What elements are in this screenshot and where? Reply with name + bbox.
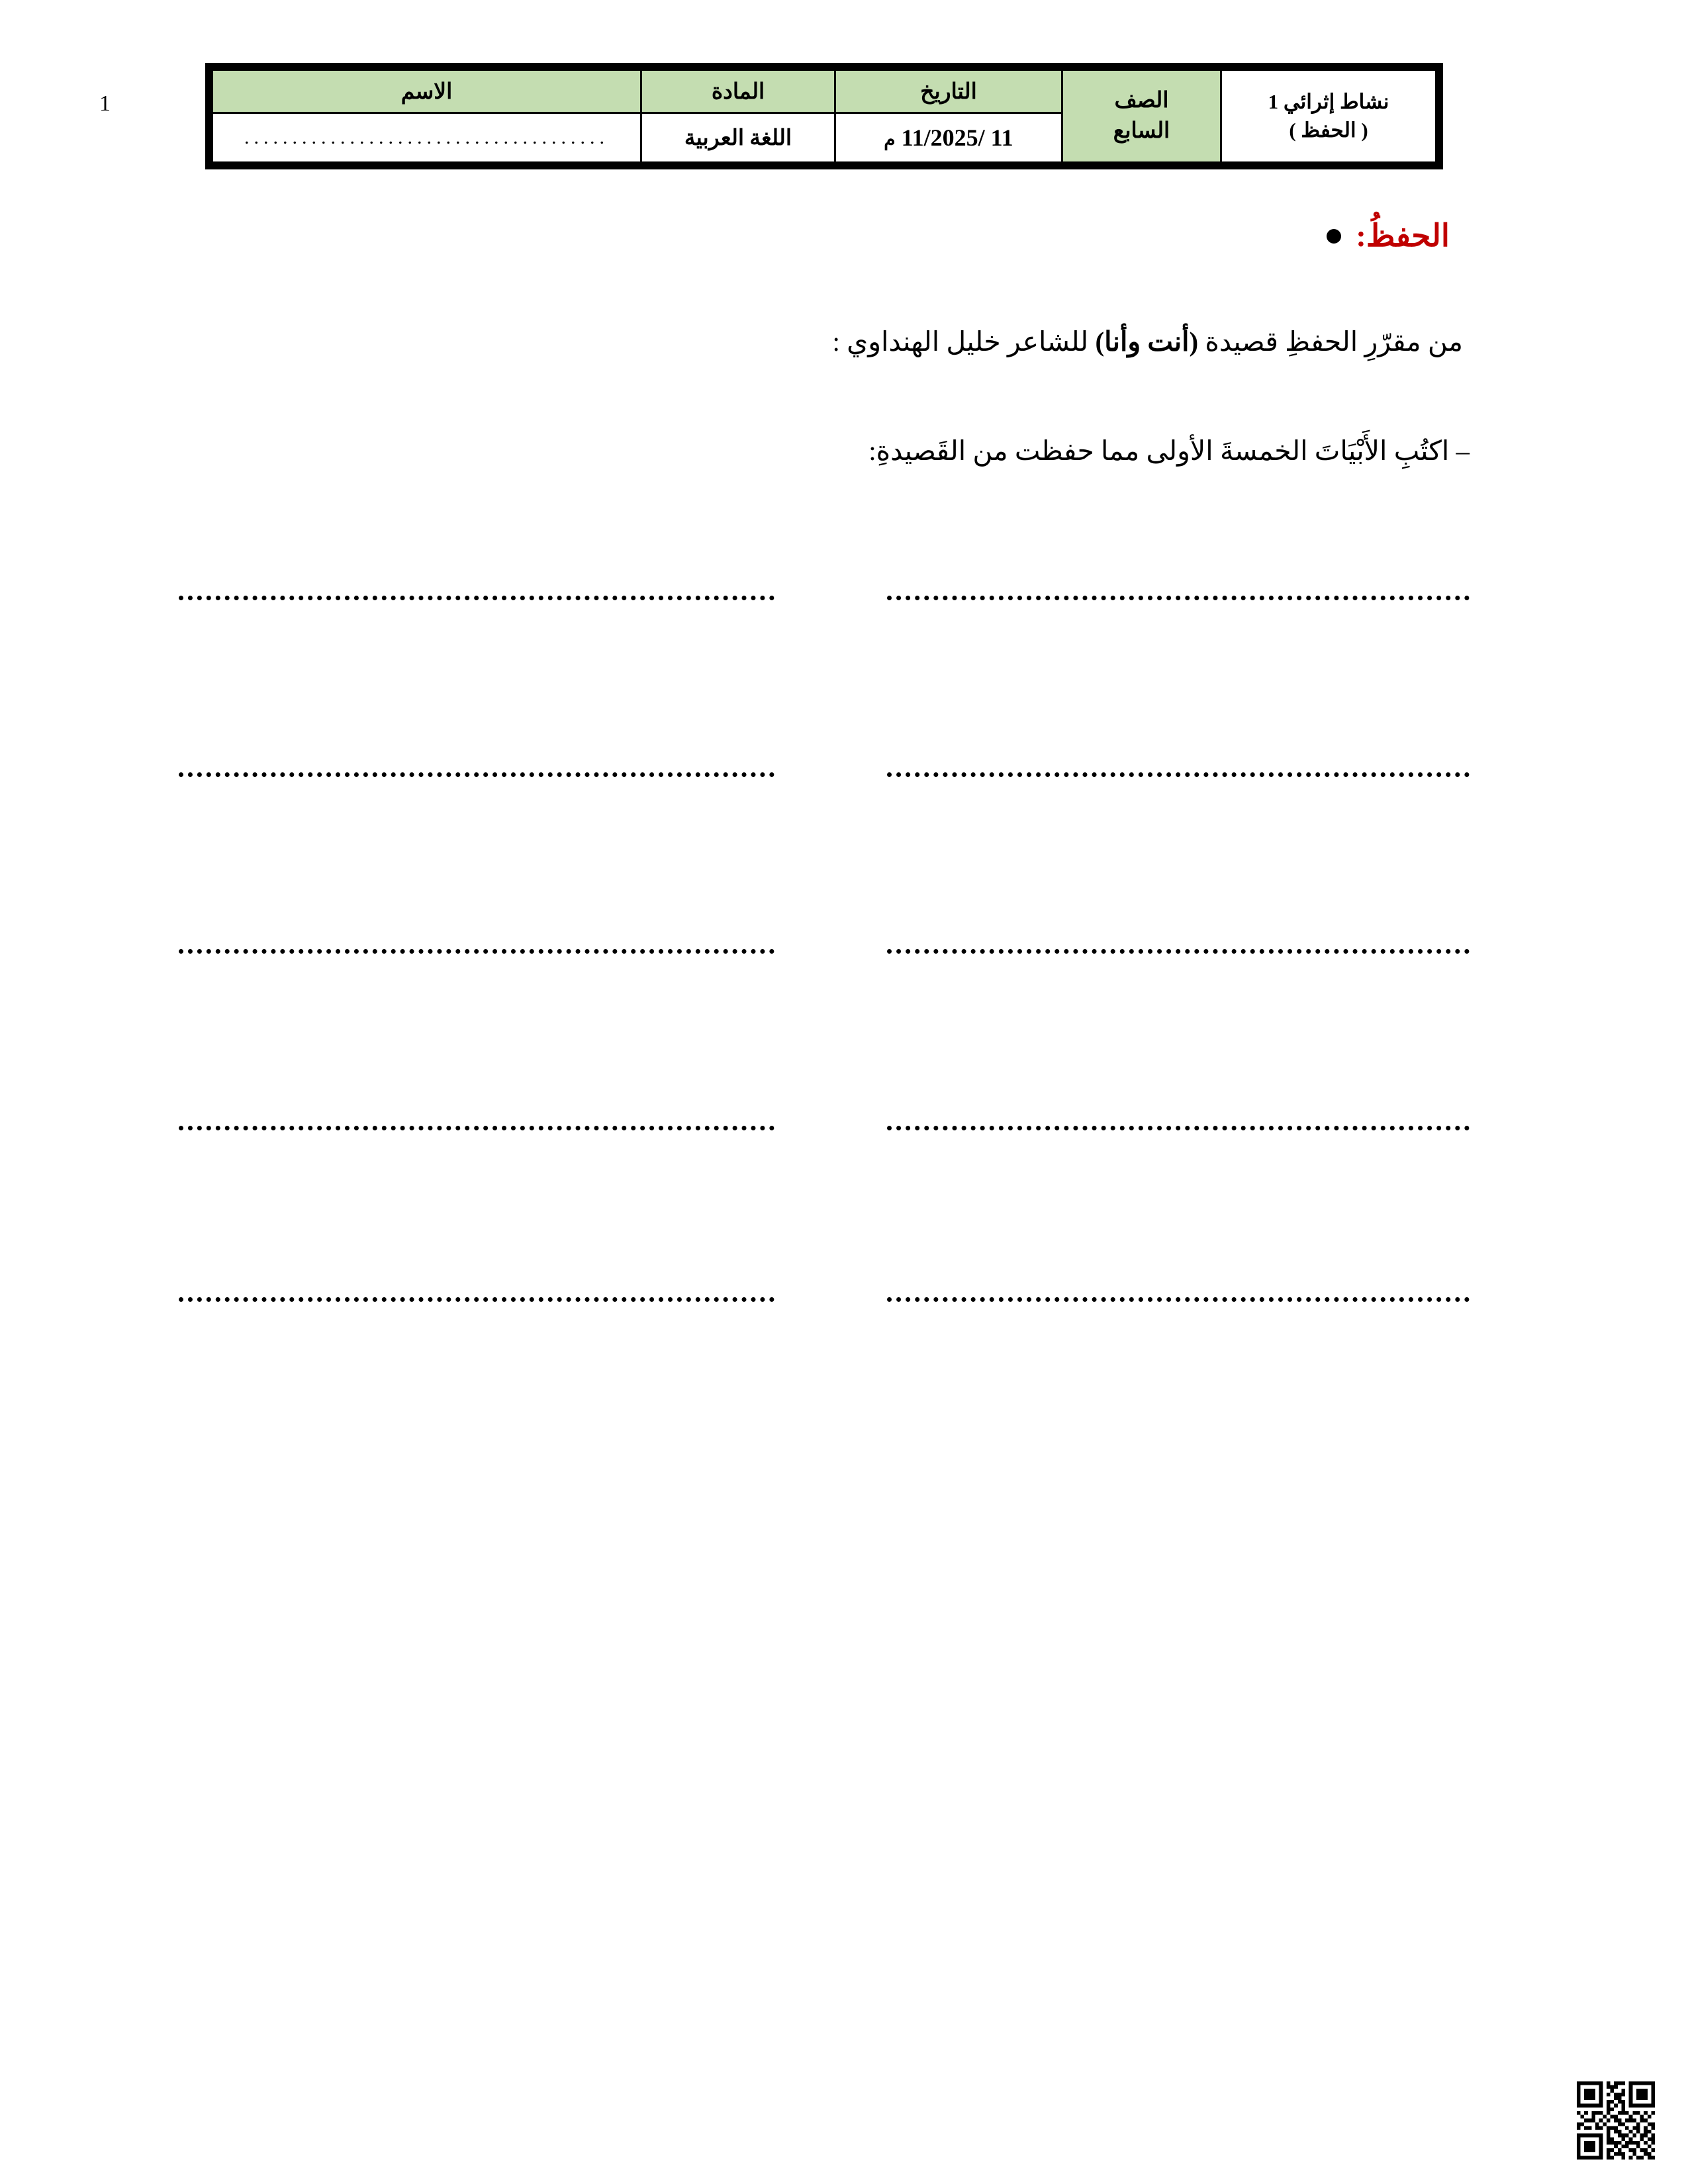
page-number: 1 xyxy=(99,91,111,116)
poem-title: (أنت وأنا) xyxy=(1095,326,1199,357)
answer-dotted-line-right[interactable] xyxy=(179,949,774,954)
answer-dotted-line-left[interactable] xyxy=(887,1126,1470,1130)
qr-code[interactable] xyxy=(1577,2081,1655,2160)
date-value-cell xyxy=(835,113,1062,163)
answer-dotted-line-right[interactable] xyxy=(179,1126,774,1130)
source-text-suffix: للشاعر خليل الهنداوي : xyxy=(832,326,1096,357)
name-column-header: الاسم xyxy=(212,70,641,113)
answer-dotted-line-right[interactable] xyxy=(179,772,774,777)
activity-title: نشاط إثرائي 1 xyxy=(1268,89,1389,113)
answer-dotted-line-right[interactable] xyxy=(179,596,774,600)
activity-subtitle: ( الحفظ ) xyxy=(1289,118,1368,142)
section-heading xyxy=(1327,218,1450,254)
header-info-table xyxy=(205,63,1443,169)
answer-dotted-line-left[interactable] xyxy=(887,949,1470,954)
answer-dotted-line-left[interactable] xyxy=(887,1297,1470,1302)
answer-dotted-line-right[interactable] xyxy=(179,1297,774,1302)
student-name-field[interactable]: ...................................... xyxy=(212,113,641,163)
date-column-header: التاريخ xyxy=(835,70,1062,113)
date-value: 11 /11/2025 xyxy=(901,124,1013,151)
section-heading-label: الحفظُ: xyxy=(1356,219,1450,253)
bullet-dot-icon xyxy=(1327,229,1341,244)
grade-label: الصف xyxy=(1114,88,1169,113)
date-era-suffix: م xyxy=(884,130,896,150)
instruction-text: – اكتُبِ الأَبْيَاتَ الخمسةَ الأولى مما حفظت من القَصيدةِ: xyxy=(868,435,1470,466)
subject-column-header: المادة xyxy=(641,70,835,113)
answer-dotted-line-left[interactable] xyxy=(887,596,1470,600)
answer-dotted-line-left[interactable] xyxy=(887,772,1470,777)
memorization-source-text xyxy=(833,324,1463,359)
subject-value-cell: اللغة العربية xyxy=(641,113,835,163)
answer-lines-area xyxy=(179,596,1470,1304)
grade-value: السابع xyxy=(1113,118,1170,143)
source-text-prefix: من مقرّرِ الحفظِ قصيدة xyxy=(1198,326,1463,357)
activity-cell xyxy=(1221,70,1436,163)
grade-cell xyxy=(1062,70,1221,163)
